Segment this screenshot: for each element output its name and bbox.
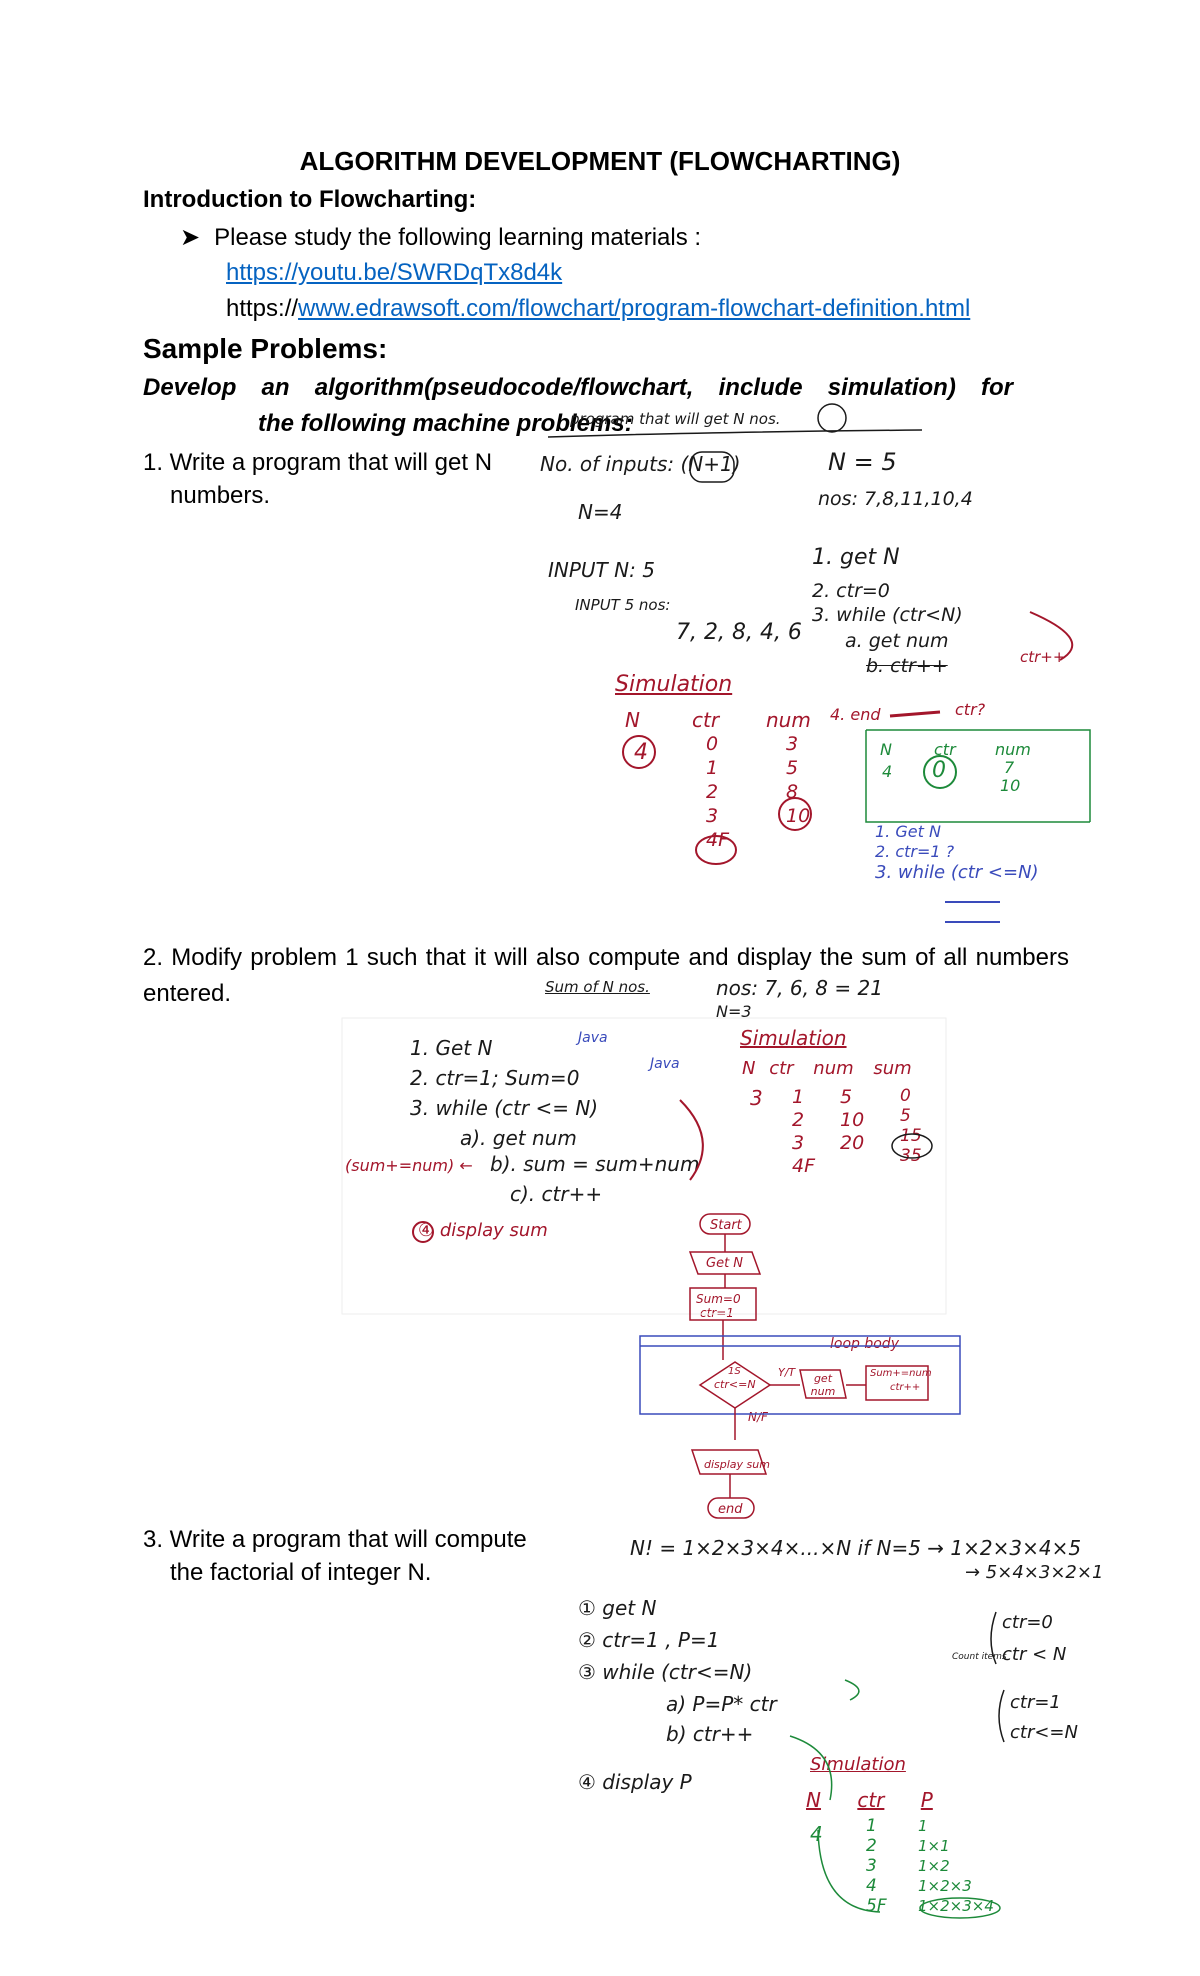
sim-sum-val: 5 — [900, 1106, 911, 1126]
notes1-algo-b2: ctr++ — [1020, 648, 1066, 666]
sim-header: num — [813, 1058, 854, 1079]
notes1-g-num: num — [995, 740, 1031, 759]
notes3-factorial: N! = 1×2×3×4×...×N if N=5 → 1×2×3×4×5 — [630, 1536, 1082, 1560]
notes1-nos: nos: 7,8,11,10,4 — [818, 488, 973, 510]
notes3-sim-n: 4 — [810, 1822, 823, 1846]
notes1-simulation: Simulation — [615, 672, 733, 697]
sim-num-val: 10 — [840, 1109, 865, 1131]
sim-sum-val: 35 — [900, 1146, 922, 1166]
sim-header: ctr — [857, 1788, 885, 1812]
notes2-step1: 1. Get N — [410, 1036, 493, 1060]
brace-stroke — [999, 1690, 1004, 1742]
notes2-step-c: c). ctr++ — [510, 1182, 603, 1206]
sim-ctr-val: 5F — [866, 1896, 887, 1916]
sim-p-val: 1×1 — [918, 1837, 950, 1855]
sample-problems-heading: Sample Problems: — [143, 333, 388, 364]
notes2-java2: Java — [650, 1056, 680, 1072]
circle-stroke — [690, 452, 734, 482]
num-val: 10 — [786, 805, 811, 827]
fc-start-shape — [700, 1214, 750, 1234]
loop-bracket-stroke — [845, 1680, 859, 1700]
sim-num-val: 5 — [840, 1086, 853, 1108]
sim-header: sum — [873, 1058, 912, 1079]
fc-get-label: Get N — [706, 1256, 744, 1271]
notes1-g-num1: 7 — [1004, 758, 1015, 777]
problem-3-line1: 3. Write a program that will compute — [143, 1526, 527, 1553]
notes1-g-ctrval: 0 — [932, 758, 946, 783]
circled-three-icon: ③ — [578, 1660, 596, 1684]
arrow-stroke — [1030, 612, 1072, 660]
arrow-bullet-icon: ➤ — [180, 224, 201, 251]
loop-arrow-stroke — [818, 1830, 880, 1912]
num-val: 8 — [786, 781, 799, 803]
notes1-algo3: 3. while (ctr<N) — [812, 604, 963, 626]
fc-init2-label: ctr=1 — [700, 1306, 734, 1320]
notes2-step2: 2. ctr=1; Sum=0 — [410, 1066, 580, 1090]
fc-end-shape — [708, 1498, 754, 1518]
notes2-nos: nos: 7, 6, 8 = 21 — [716, 976, 883, 1000]
edrawsoft-link[interactable]: www.edrawsoft.com/flowchart/program-flowchart-definition.html — [298, 295, 971, 322]
notes1-col-n: N — [625, 708, 640, 732]
notes1-ctr-q: ctr? — [955, 700, 986, 719]
notes1-col-num: num — [766, 708, 811, 732]
fc-true-label: Y/T — [778, 1366, 796, 1379]
notes1-n5: N = 5 — [828, 448, 897, 476]
box-stroke — [866, 730, 1090, 822]
circle-stroke — [892, 1134, 932, 1158]
notes1-algo1: 1. get N — [812, 545, 900, 570]
fc-process-shape — [690, 1288, 756, 1320]
notes1-inputs: No. of inputs: (N+1) — [540, 452, 741, 476]
notes3-side1a: ctr=0 — [1002, 1612, 1053, 1633]
fc-output-shape — [692, 1450, 766, 1474]
intro-heading: Introduction to Flowcharting: — [143, 186, 477, 213]
fc-input-shape — [690, 1252, 760, 1274]
sim-header: ctr — [769, 1058, 794, 1079]
notes2-sum-header: Sum of N nos. — [545, 978, 650, 996]
notes2-step-a: a). get num — [460, 1126, 577, 1150]
fc-decision-shape — [700, 1362, 770, 1408]
notes2-n3: N=3 — [716, 1002, 752, 1021]
circled-four-icon: ④ — [418, 1220, 435, 1241]
sim-num-val: 20 — [840, 1132, 865, 1154]
fc-sum2-label: ctr++ — [890, 1382, 921, 1393]
ctr-val: 2 — [706, 781, 719, 803]
arrow-stroke — [890, 712, 940, 716]
notes2-step-alt: (sum+=num) ← — [345, 1156, 473, 1175]
sim-sum-val: 15 — [900, 1126, 922, 1146]
scan-border — [342, 1018, 946, 1314]
sim-ctr-val: 2 — [792, 1109, 805, 1131]
sim-ctr-val: 4 — [866, 1876, 877, 1896]
notes1-g-alg3: 3. while (ctr <=N) — [875, 862, 1039, 883]
notes3-side2a: ctr=1 — [1010, 1692, 1061, 1713]
notes1-g-ctr: ctr — [934, 740, 956, 759]
notes2-java1: Java — [578, 1030, 608, 1046]
notes1-g-alg1: 1. Get N — [875, 822, 941, 841]
notes1-g-alg2: 2. ctr=1 ? — [875, 842, 955, 861]
bullet-text: Please study the following learning materials : — [214, 224, 702, 251]
fc-false-label: N/F — [748, 1410, 768, 1424]
fc-sum1-label: Sum+=num — [870, 1368, 932, 1379]
fc-end-label: end — [718, 1502, 743, 1517]
notes1-algo-b: b. ctr++ — [866, 655, 948, 677]
circle-stroke — [413, 1222, 433, 1242]
notes1-header: program that will get N nos. — [570, 410, 781, 428]
fc-loop-label: loop body — [830, 1336, 899, 1352]
notes3-simulation: Simulation — [810, 1754, 906, 1775]
notes1-algo2: 2. ctr=0 — [812, 580, 890, 602]
circled-two-icon: ② — [578, 1628, 596, 1652]
notes1-input-vals: 7, 2, 8, 4, 6 — [676, 620, 802, 645]
youtube-link[interactable]: https://youtu.be/SWRDqTx8d4k — [226, 259, 563, 286]
brace-stroke — [991, 1612, 996, 1664]
notes3-sa: a) P=P* ctr — [666, 1692, 777, 1716]
notes2-simulation: Simulation — [740, 1026, 847, 1050]
loop-bracket-stroke — [680, 1100, 703, 1180]
ctr-val: 0 — [706, 733, 719, 755]
sim-p-val: 1×2×3 — [918, 1877, 972, 1895]
notes2-step3: 3. while (ctr <= N) — [410, 1096, 599, 1120]
sim-header: N — [742, 1058, 756, 1079]
circle-stroke — [818, 404, 846, 432]
link2-prefix: https:// — [226, 295, 299, 322]
circle-stroke — [920, 1898, 1000, 1918]
sim-p-val: 1×2 — [918, 1857, 950, 1875]
sim-header: N — [806, 1788, 821, 1812]
underline-stroke — [945, 902, 1000, 922]
problem-3-line2: the factorial of integer N. — [170, 1559, 432, 1586]
fc-cond-top: 1S — [728, 1366, 741, 1377]
sim-ctr-val: 1 — [792, 1086, 805, 1108]
notes3-side2b: ctr<=N — [1010, 1722, 1078, 1743]
notes1-input-n: INPUT N: 5 — [548, 558, 655, 582]
notes1-end: 4. end — [830, 705, 881, 724]
page-title: ALGORITHM DEVELOPMENT (FLOWCHARTING) — [299, 146, 901, 176]
notes3-sb: b) ctr++ — [666, 1722, 754, 1746]
notes1-n4: N=4 — [578, 500, 623, 524]
fc-input-shape — [800, 1370, 846, 1398]
fc-process-shape — [866, 1366, 928, 1400]
notes3-side-count: Count items — [952, 1652, 1007, 1662]
circled-one-icon: ① — [578, 1596, 596, 1620]
fc-init1-label: Sum=0 — [696, 1292, 741, 1306]
circle-stroke — [623, 736, 655, 768]
develop-instruction-cont: the following machine problems: — [258, 410, 633, 437]
sim-p-val: 1×2×3×4 — [918, 1897, 994, 1915]
notes3-s2-text: ctr=1 , P=1 — [602, 1628, 720, 1652]
notes3-s1-text: get N — [602, 1596, 657, 1620]
circle-stroke — [779, 798, 811, 830]
underline-stroke — [548, 430, 922, 437]
fc-cond-label: ctr<=N — [714, 1378, 756, 1391]
notes2-sim-n: 3 — [750, 1086, 763, 1110]
notes1-g-nval: 4 — [882, 762, 893, 781]
ctr-val: 4F — [706, 829, 730, 851]
sim-ctr-val: 4F — [792, 1155, 816, 1177]
circle-stroke — [696, 836, 736, 864]
problem-1-line1: 1. Write a program that will get N — [143, 449, 493, 476]
notes1-g-n: N — [880, 740, 892, 759]
fc-start-label: Start — [710, 1218, 742, 1233]
notes2-step4-text: display sum — [439, 1220, 548, 1241]
notes3-s3-text: while (ctr<=N) — [602, 1660, 753, 1684]
box-stroke — [866, 730, 1090, 822]
sim-sum-val: 0 — [900, 1086, 911, 1106]
ctr-val: 3 — [706, 805, 719, 827]
notes1-input-nos: INPUT 5 nos: — [575, 596, 671, 614]
fc-getnum-label: get num — [810, 1372, 836, 1398]
problem-2: 2. Modify problem 1 such that it will also compute and display the sum of all numbers entered. — [143, 944, 1069, 1007]
arrow-stroke — [790, 1736, 832, 1800]
num-val: 3 — [786, 733, 799, 755]
circled-four-icon: ④ — [578, 1770, 596, 1794]
sim-p-val: 1 — [918, 1817, 928, 1835]
problem-1-line2: numbers. — [170, 482, 271, 509]
notes1-n-val: 4 — [634, 740, 648, 765]
num-val: 5 — [786, 757, 799, 779]
sim-ctr-val: 3 — [866, 1856, 877, 1876]
notes2-step-b: b). sum = sum+num — [490, 1152, 700, 1176]
loop-box — [640, 1336, 960, 1414]
notes1-g-num2: 10 — [1000, 776, 1021, 795]
notes1-algo-a: a. get num — [845, 630, 949, 652]
notes1-col-ctr: ctr — [692, 708, 720, 732]
ctr-val: 1 — [706, 757, 719, 779]
notes3-reverse: → 5×4×3×2×1 — [965, 1562, 1104, 1583]
circle-stroke — [924, 756, 956, 788]
notes3-side1b: ctr < N — [1002, 1644, 1067, 1665]
sim-ctr-val: 1 — [866, 1816, 877, 1836]
sim-ctr-val: 2 — [866, 1836, 877, 1856]
develop-instruction: Develop an algorithm(pseudocode/flowchart, include simulation) for — [143, 374, 1013, 401]
sim-ctr-val: 3 — [792, 1132, 805, 1154]
notes3-s4-text: display P — [602, 1770, 692, 1794]
fc-display-label: display sum — [704, 1458, 770, 1471]
sim-header: P — [920, 1788, 933, 1812]
